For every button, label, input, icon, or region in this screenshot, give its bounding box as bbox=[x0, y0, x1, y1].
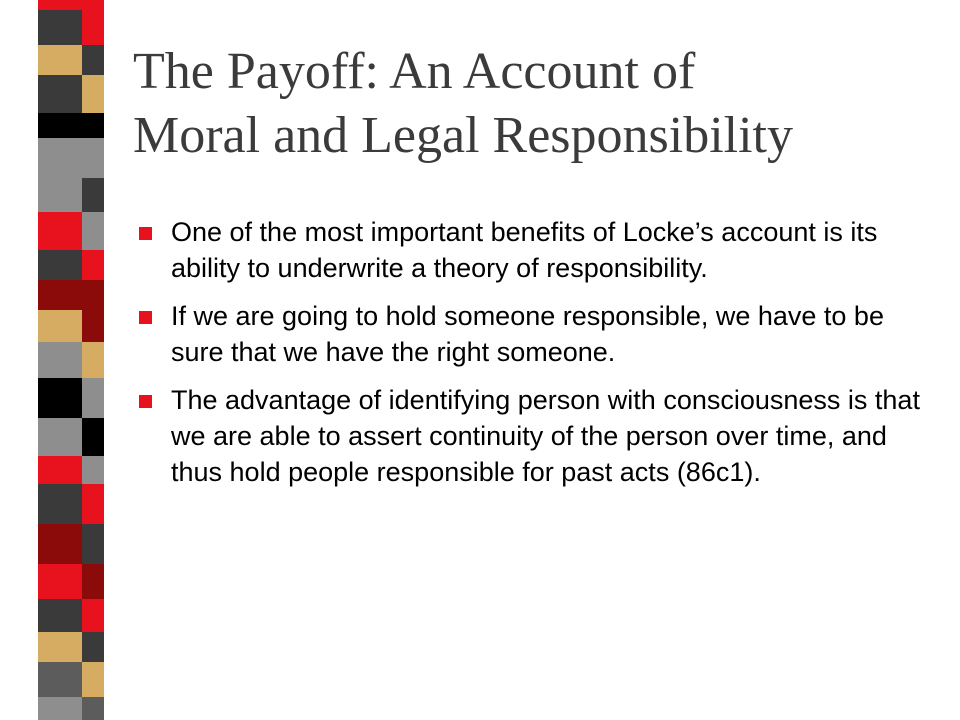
stripe-block bbox=[82, 599, 104, 632]
stripe-block bbox=[38, 456, 82, 484]
title-line-2: Moral and Legal Responsibility bbox=[133, 107, 794, 164]
stripe-block bbox=[38, 632, 82, 662]
square-bullet-icon bbox=[139, 395, 152, 408]
square-bullet-icon bbox=[139, 311, 152, 324]
stripe-block bbox=[38, 418, 82, 456]
stripe-block bbox=[38, 178, 82, 212]
stripe-block bbox=[82, 310, 104, 342]
bullet-item bbox=[135, 298, 925, 370]
stripe-block bbox=[38, 75, 82, 113]
stripe-block bbox=[82, 178, 104, 212]
stripe-block bbox=[38, 564, 82, 599]
stripe-block bbox=[82, 212, 104, 250]
bullet-text: One of the most important benefits of Locke’s account is its ability to underwrite a theory of responsibility. bbox=[171, 217, 878, 283]
stripe-block bbox=[38, 378, 82, 418]
stripe-block bbox=[82, 10, 104, 45]
decorative-stripe bbox=[0, 0, 110, 720]
stripe-block bbox=[82, 697, 104, 720]
stripe-block bbox=[82, 456, 104, 484]
stripe-block bbox=[82, 484, 104, 524]
stripe-block bbox=[82, 75, 104, 113]
title-line-1: The Payoff: An Account of bbox=[133, 43, 696, 100]
stripe-block bbox=[82, 342, 104, 378]
stripe-block bbox=[82, 662, 104, 697]
stripe-block bbox=[38, 524, 82, 564]
stripe-block bbox=[38, 10, 82, 45]
stripe-block bbox=[38, 0, 82, 10]
bullet-text: If we are going to hold someone responsible, we have to be sure that we have the right someone. bbox=[171, 301, 884, 367]
bullet-list bbox=[135, 214, 925, 502]
slide-title bbox=[133, 40, 933, 168]
stripe-block bbox=[82, 632, 104, 662]
stripe-block bbox=[38, 342, 82, 378]
stripe-block bbox=[82, 524, 104, 564]
stripe-block bbox=[82, 0, 104, 10]
square-bullet-icon bbox=[139, 227, 152, 240]
bullet-item bbox=[135, 382, 925, 490]
stripe-block bbox=[82, 138, 104, 178]
bullet-text: The advantage of identifying person with consciousness is that we are able to assert continuity of the person over time, and thus hold people responsible for past acts (86c1). bbox=[171, 385, 920, 487]
stripe-block bbox=[38, 662, 82, 697]
stripe-block bbox=[38, 280, 82, 310]
stripe-block bbox=[82, 378, 104, 418]
stripe-block bbox=[82, 564, 104, 599]
stripe-block bbox=[82, 418, 104, 456]
stripe-block bbox=[38, 599, 82, 632]
stripe-block bbox=[38, 697, 82, 720]
stripe-block bbox=[82, 250, 104, 280]
stripe-block bbox=[38, 310, 82, 342]
stripe-block bbox=[38, 212, 82, 250]
stripe-block bbox=[82, 45, 104, 75]
stripe-block bbox=[38, 138, 82, 178]
stripe-block bbox=[38, 45, 82, 75]
stripe-block bbox=[38, 250, 82, 280]
stripe-block bbox=[38, 113, 82, 138]
stripe-block bbox=[82, 280, 104, 310]
stripe-block bbox=[38, 484, 82, 524]
stripe-block bbox=[82, 113, 104, 138]
bullet-item bbox=[135, 214, 925, 286]
